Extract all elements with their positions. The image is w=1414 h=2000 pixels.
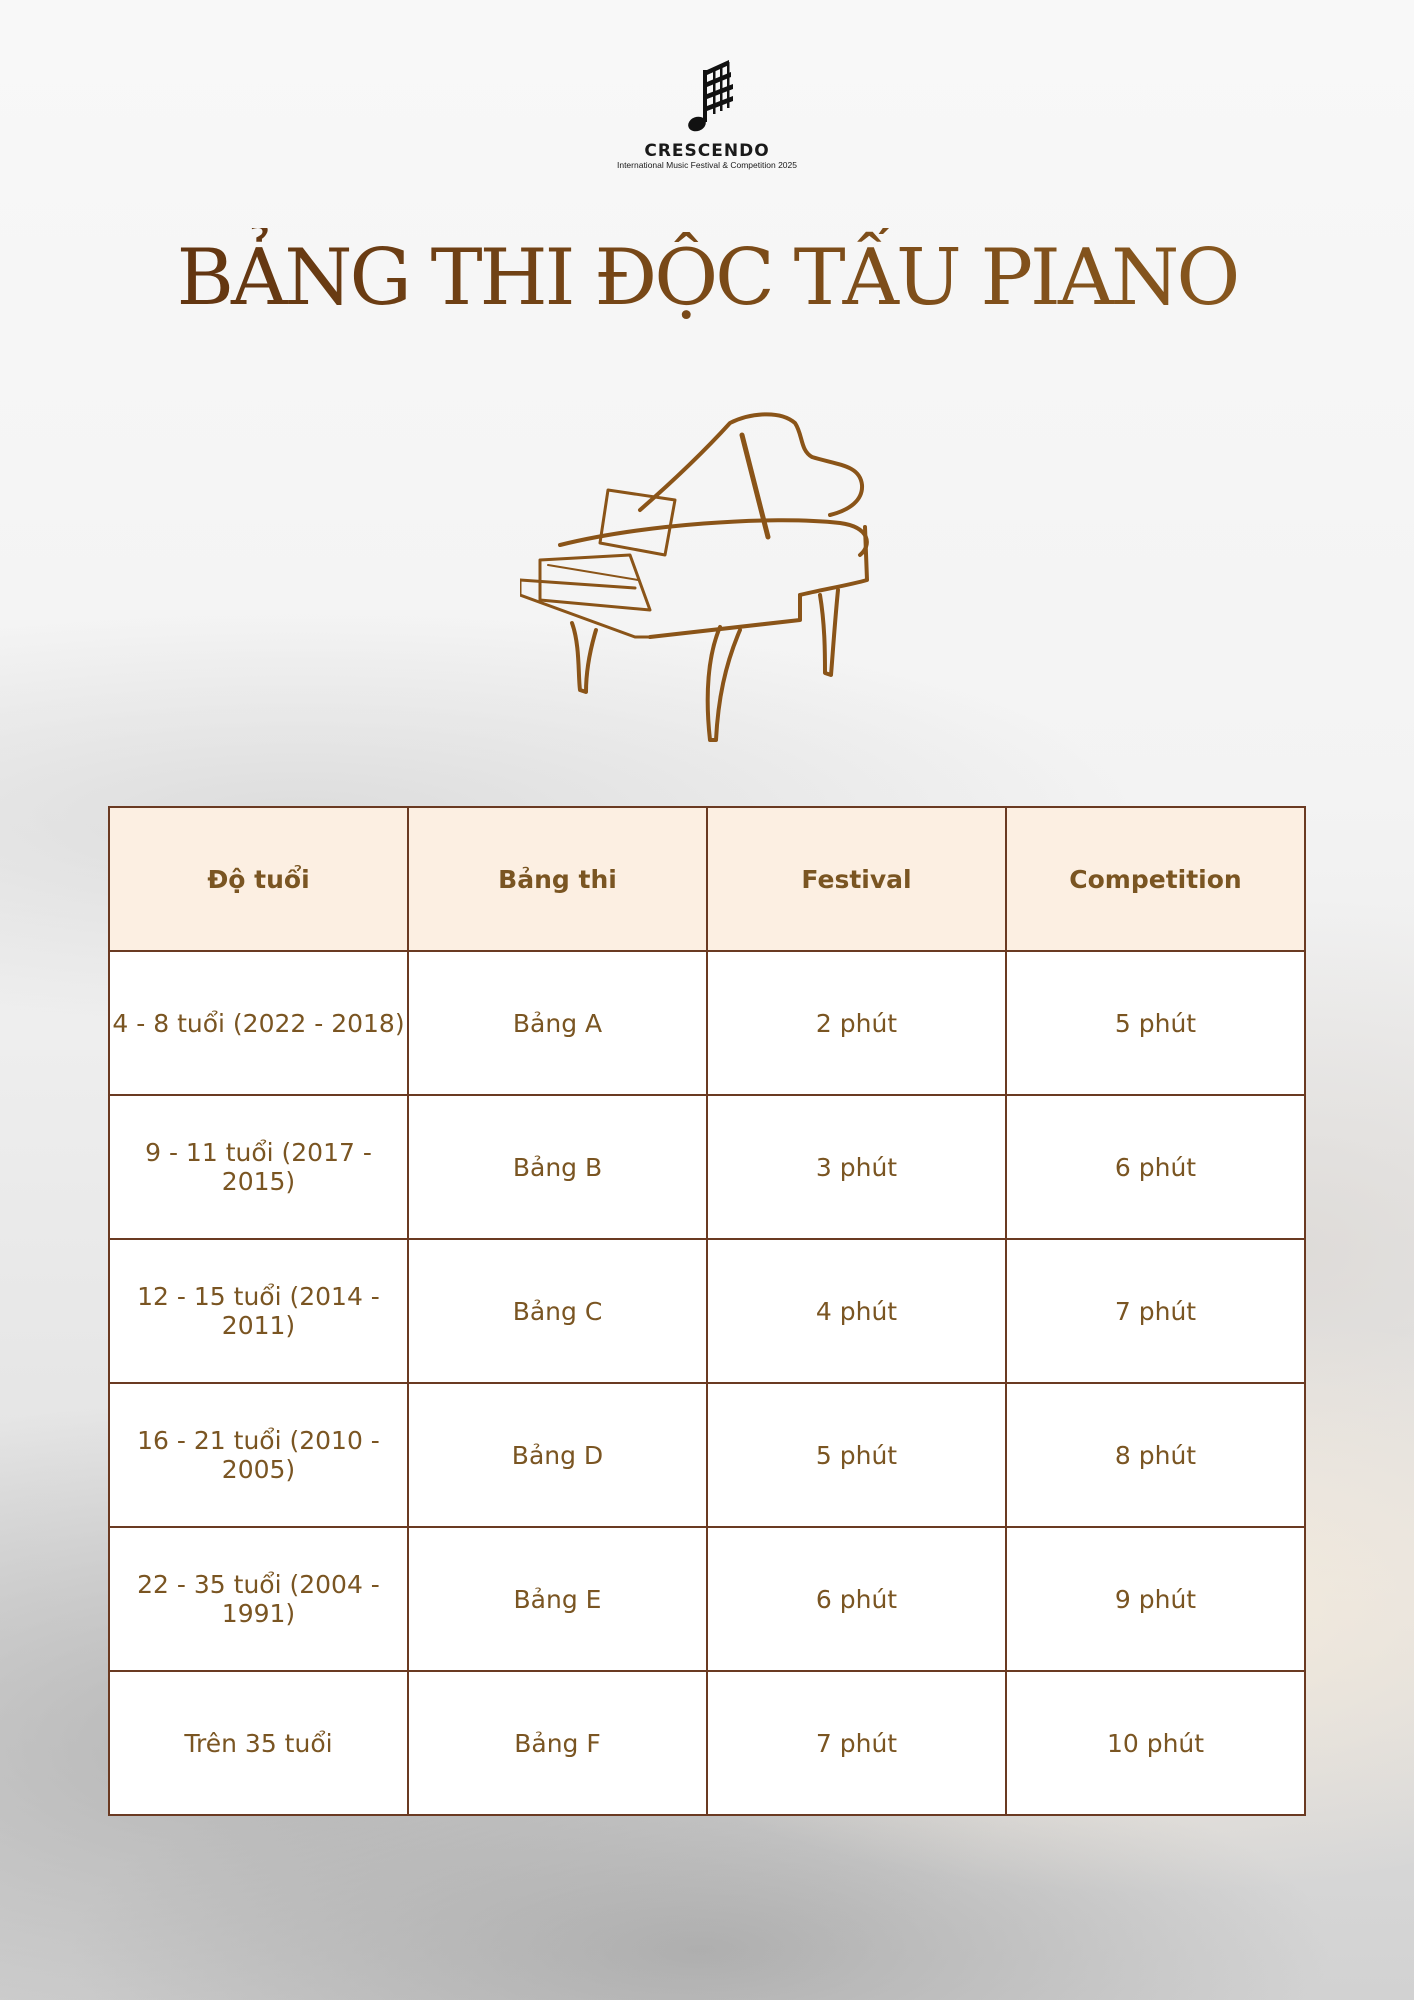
cell-competition: 5 phút xyxy=(1006,951,1305,1095)
cell-festival: 5 phút xyxy=(707,1383,1006,1527)
cell-festival: 6 phút xyxy=(707,1527,1006,1671)
header-festival: Festival xyxy=(707,807,1006,951)
music-note-staff-icon xyxy=(667,60,747,140)
table-row xyxy=(109,1383,1305,1527)
header-competition: Competition xyxy=(1006,807,1305,951)
cell-age: Trên 35 tuổi xyxy=(109,1671,408,1815)
table-row xyxy=(109,1239,1305,1383)
cell-category: Bảng E xyxy=(408,1527,707,1671)
header-age: Độ tuổi xyxy=(109,807,408,951)
table-row xyxy=(109,951,1305,1095)
table-row xyxy=(109,1095,1305,1239)
cell-festival: 2 phút xyxy=(707,951,1006,1095)
cell-competition: 7 phút xyxy=(1006,1239,1305,1383)
table-row xyxy=(109,1527,1305,1671)
cell-competition: 10 phút xyxy=(1006,1671,1305,1815)
table-row xyxy=(109,1671,1305,1815)
logo xyxy=(590,60,824,180)
cell-age: 22 - 35 tuổi (2004 - 1991) xyxy=(109,1527,408,1671)
cell-competition: 9 phút xyxy=(1006,1527,1305,1671)
cell-category: Bảng F xyxy=(408,1671,707,1815)
cell-competition: 8 phút xyxy=(1006,1383,1305,1527)
cell-category: Bảng D xyxy=(408,1383,707,1527)
header-category: Bảng thi xyxy=(408,807,707,951)
cell-category: Bảng A xyxy=(408,951,707,1095)
cell-festival: 3 phút xyxy=(707,1095,1006,1239)
table-header-row xyxy=(109,807,1305,951)
logo-subtitle: International Music Festival & Competition 2025 xyxy=(616,160,797,170)
cell-age: 4 - 8 tuổi (2022 - 2018) xyxy=(109,951,408,1095)
competition-table xyxy=(108,806,1306,1816)
cell-age: 9 - 11 tuổi (2017 - 2015) xyxy=(109,1095,408,1239)
logo-name: CRESCENDO xyxy=(644,141,770,161)
cell-festival: 7 phút xyxy=(707,1671,1006,1815)
page-title: BẢNG THI ĐỘC TẤU PIANO xyxy=(0,228,1414,328)
cell-age: 16 - 21 tuổi (2010 - 2005) xyxy=(109,1383,408,1527)
cell-competition: 6 phút xyxy=(1006,1095,1305,1239)
cell-age: 12 - 15 tuổi (2014 - 2011) xyxy=(109,1239,408,1383)
cell-festival: 4 phút xyxy=(707,1239,1006,1383)
cell-category: Bảng C xyxy=(408,1239,707,1383)
grand-piano-icon xyxy=(520,405,880,750)
cell-category: Bảng B xyxy=(408,1095,707,1239)
